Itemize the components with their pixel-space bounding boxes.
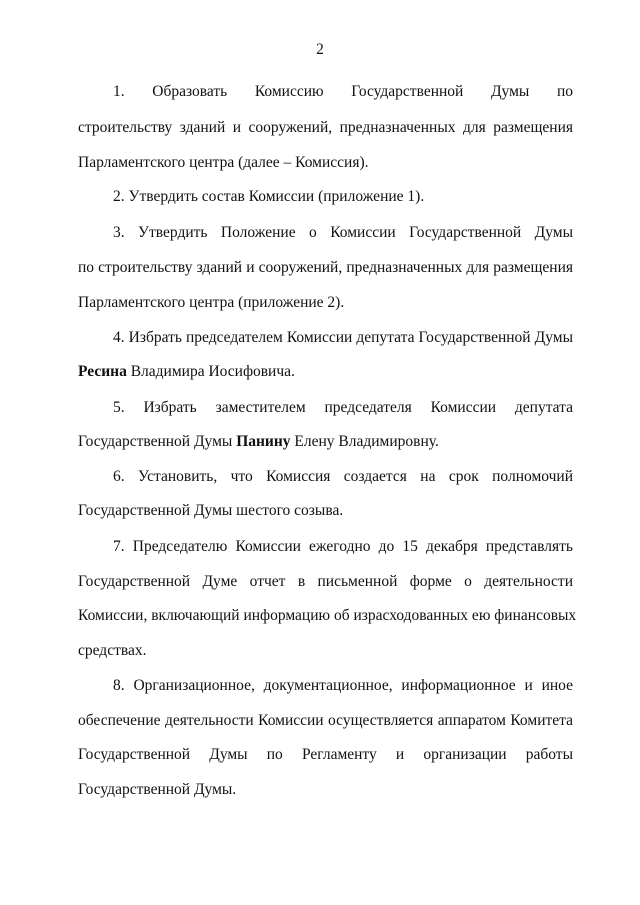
item-8-line-4: Государственной Думы.: [78, 781, 237, 798]
item-7-line-3: Комиссии, включающий информацию об израсходованных ею финансовых: [78, 607, 577, 624]
chair-name: Владимира Иосифовича.: [130, 363, 295, 380]
item-1-line-2: строительству зданий и сооружений, предназначенных для размещения: [78, 119, 573, 136]
deputy-name: Елену Владимировну.: [294, 433, 439, 450]
deputy-surname: Панину: [236, 433, 291, 450]
item-8-line-3: Государственной Думы по Регламенту и организации работы: [78, 746, 573, 763]
item-6-line-1: 6. Установить, что Комиссия создается на срок полномочий: [113, 468, 573, 485]
item-3-line-1: 3. Утвердить Положение о Комиссии Государственной Думы: [113, 224, 573, 241]
item-5-line-2: [78, 432, 573, 452]
item-7-line-4: средствах.: [78, 642, 147, 659]
item-5-line-1: 5. Избрать заместителем председателя Комиссии депутата: [113, 399, 573, 416]
item-8-line-2: обеспечение деятельности Комиссии осуществляется аппаратом Комитета: [78, 712, 573, 729]
item-3-line-3: Парламентского центра (приложение 2).: [78, 294, 345, 311]
item-1-line-3: Парламентского центра (далее – Комиссия).: [78, 154, 369, 171]
item-7-line-2: Государственной Думе отчет в письменной форме о деятельности: [78, 573, 573, 590]
item-8-line-1: 8. Организационное, документационное, информационное и иное: [113, 677, 573, 694]
item-1-line-1: 1. Образовать Комиссию Государственной Думы по: [113, 83, 573, 100]
chair-surname: Ресина: [78, 363, 127, 380]
duma-label: Государственной Думы: [78, 433, 233, 450]
page-number: 2: [316, 41, 324, 58]
item-4-line-1: 4. Избрать председателем Комиссии депутата Государственной Думы: [113, 329, 573, 346]
item-7-line-1: 7. Председателю Комиссии ежегодно до 15 декабря представлять: [113, 538, 573, 555]
item-2-line-1: 2. Утвердить состав Комиссии (приложение 1).: [113, 188, 425, 205]
item-3-line-2: по строительству зданий и сооружений, предназначенных для размещения: [78, 259, 573, 276]
item-4-line-2: [78, 362, 573, 382]
item-6-line-2: Государственной Думы шестого созыва.: [78, 502, 344, 519]
